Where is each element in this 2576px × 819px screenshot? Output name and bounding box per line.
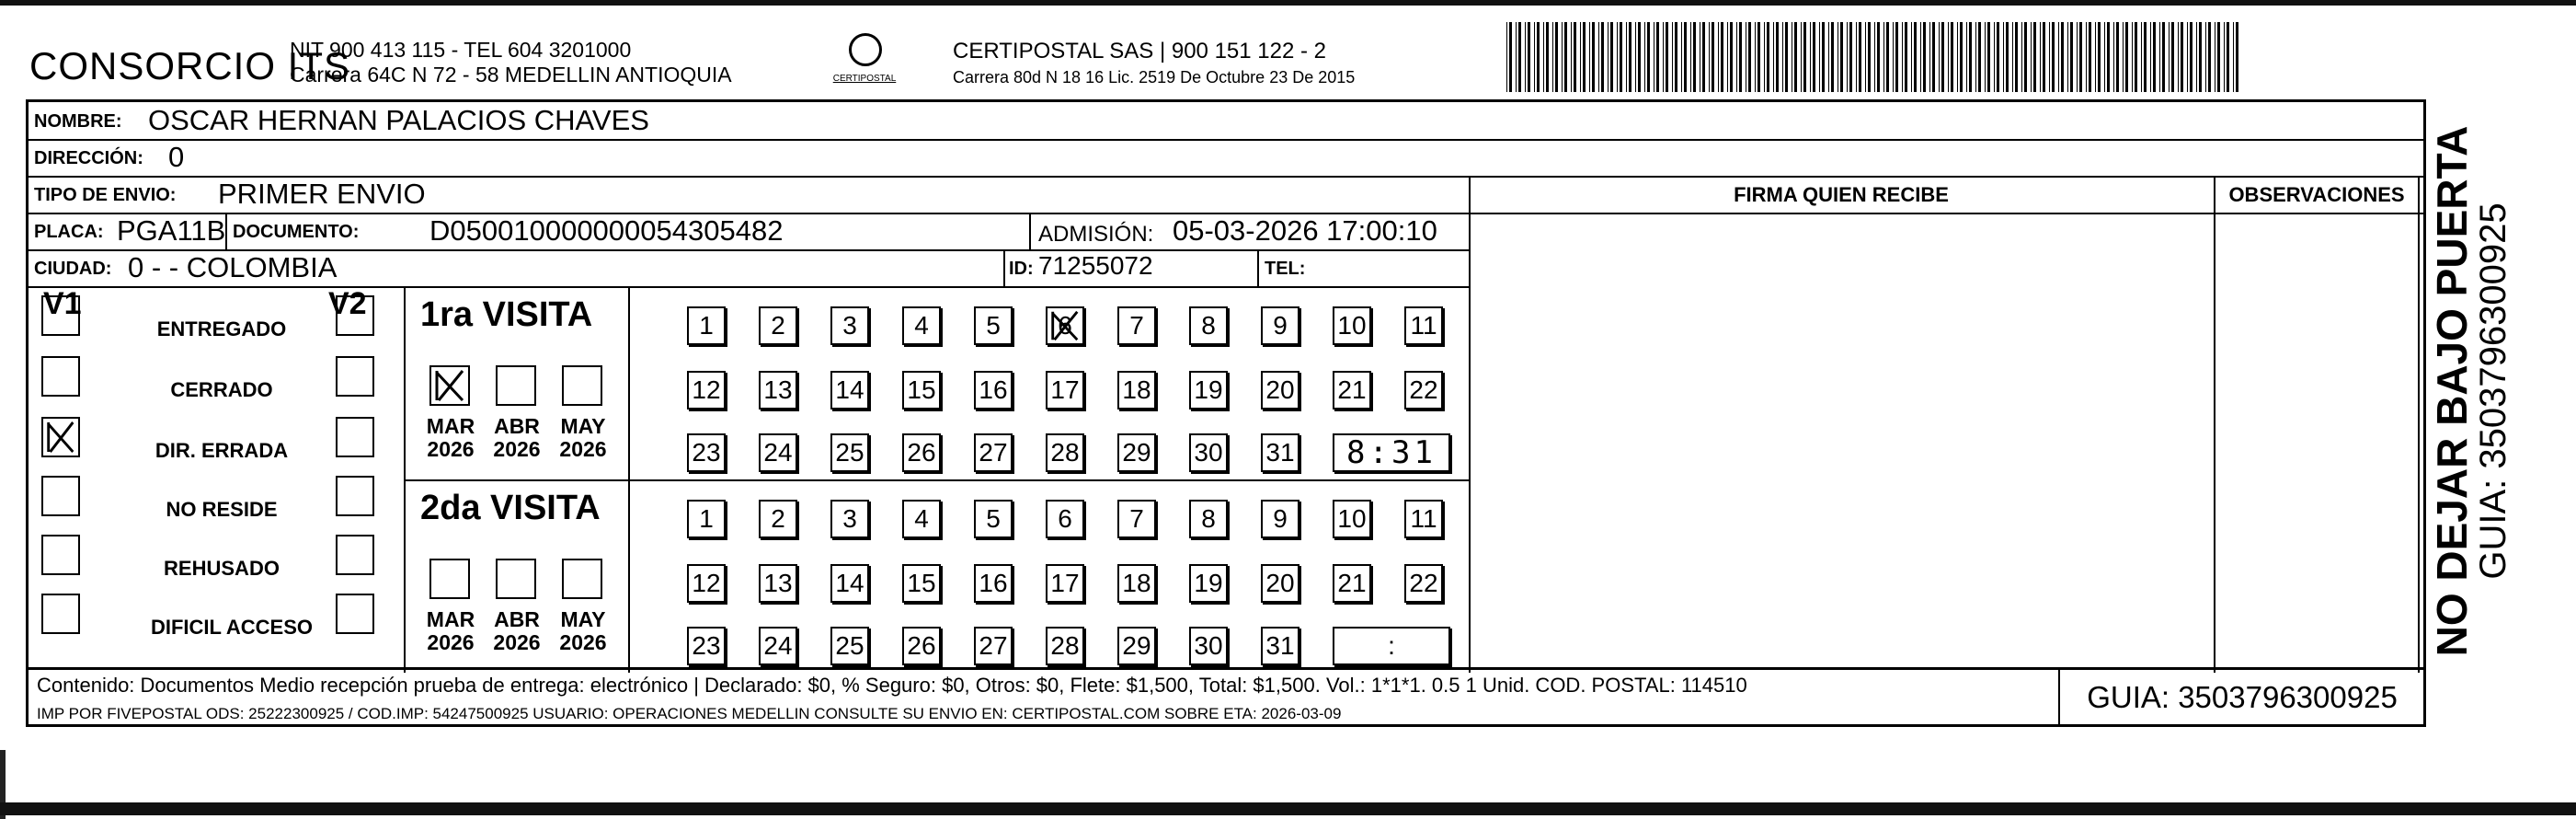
day-box-25[interactable]: [830, 627, 869, 665]
day-box-11[interactable]: [1404, 306, 1443, 345]
day-number: 12: [692, 375, 721, 404]
day-number: 2: [771, 311, 785, 340]
v2-checkbox-4[interactable]: [336, 476, 374, 516]
v2-checkbox-3[interactable]: [336, 417, 374, 457]
day-box-26[interactable]: [902, 627, 941, 665]
tipo-envio-value: PRIMER ENVIO: [218, 178, 426, 210]
month-checkbox-abr[interactable]: [496, 559, 536, 599]
v1-header: V1: [43, 286, 82, 321]
admision-label: ADMISIÓN:: [1038, 222, 1154, 247]
direccion-label: DIRECCIÓN:: [34, 148, 143, 168]
day-number: 8: [1201, 504, 1216, 533]
status-label: ENTREGADO: [156, 317, 287, 340]
status-label: DIFICIL ACCESO: [150, 616, 313, 639]
certipostal-logo: [832, 33, 897, 101]
shipping-form: [26, 99, 2426, 670]
day-box-14[interactable]: [830, 371, 869, 410]
month-year: 2026: [427, 437, 475, 461]
day-number: 16: [979, 569, 1008, 597]
footer-print-info: IMP POR FIVEPOSTAL ODS: 25222300925 / COD.IMP: 54247500925 USUARIO: OPERACIONES MEDELLIN CONSULTE SU ENVIO EN: CERTIPOSTAL.COM SOBRE ETA: 2026-03-09: [37, 705, 1342, 722]
day-box-30[interactable]: [1189, 433, 1228, 472]
day-number: 9: [1273, 311, 1288, 340]
day-box-21[interactable]: [1333, 564, 1371, 603]
day-box-23[interactable]: [687, 433, 726, 472]
month-name: MAY: [560, 607, 606, 631]
day-number: 22: [1409, 375, 1438, 404]
day-box-28[interactable]: [1046, 433, 1084, 472]
day-number: 13: [763, 375, 793, 404]
day-box-9[interactable]: [1261, 306, 1299, 345]
day-box-15[interactable]: [902, 564, 941, 603]
day-box-25[interactable]: [830, 433, 869, 472]
v2-checkbox-1[interactable]: [336, 295, 374, 336]
day-number: 22: [1409, 569, 1438, 597]
day-number: 28: [1050, 438, 1080, 467]
placa-value: PGA11B: [117, 214, 226, 247]
day-number: 24: [763, 438, 793, 467]
documento-value: D050010000000054305482: [429, 214, 784, 247]
tel-label: TEL:: [1265, 259, 1306, 279]
day-number: 11: [1410, 311, 1437, 340]
month-label: [551, 608, 615, 654]
day-box-22[interactable]: [1404, 564, 1443, 603]
day-box-17[interactable]: [1046, 564, 1084, 603]
day-number: 4: [914, 504, 929, 533]
month-checkbox-mar[interactable]: [429, 559, 470, 599]
day-number: 8: [1201, 311, 1216, 340]
documento-label: DOCUMENTO:: [233, 222, 360, 242]
day-number: 14: [835, 569, 864, 597]
carrier-address: Carrera 80d N 18 16 Lic. 2519 De Octubre 23 De 2015: [953, 68, 1356, 87]
v1-checkbox-2[interactable]: [41, 356, 80, 397]
day-number: 29: [1122, 631, 1151, 660]
day-number: 11: [1410, 504, 1437, 533]
v1-checkbox-3[interactable]: [41, 417, 80, 457]
day-number: 28: [1050, 631, 1080, 660]
month-year: 2026: [559, 437, 607, 461]
day-box-1[interactable]: [687, 500, 726, 538]
v2-header: V2: [328, 286, 367, 321]
day-number: 30: [1194, 631, 1223, 660]
day-number: 21: [1337, 375, 1367, 404]
observaciones-header: OBSERVACIONES: [2228, 183, 2405, 206]
month-year: 2026: [493, 630, 541, 654]
day-box-18[interactable]: [1117, 371, 1156, 410]
day-number: 5: [986, 311, 1001, 340]
month-name: ABR: [494, 607, 540, 631]
day-number: 19: [1194, 375, 1223, 404]
month-label: [485, 608, 549, 654]
day-box-5[interactable]: [974, 500, 1013, 538]
logo-emblem-icon: [849, 33, 882, 66]
direccion-value: 0: [168, 141, 185, 173]
month-checkbox-abr[interactable]: [496, 365, 536, 406]
day-box-3[interactable]: [830, 500, 869, 538]
month-label: [485, 415, 549, 461]
day-number: 5: [986, 504, 1001, 533]
month-label: [418, 415, 483, 461]
day-number: 26: [907, 631, 936, 660]
day-box-6[interactable]: [1046, 500, 1084, 538]
visit-time: 8:31: [1346, 434, 1437, 471]
day-number: 24: [763, 631, 793, 660]
day-number: 23: [692, 631, 721, 660]
day-box-26[interactable]: [902, 433, 941, 472]
v2-checkbox-6[interactable]: [336, 594, 374, 634]
day-number: 1: [699, 504, 714, 533]
v1-checkbox-5[interactable]: [41, 535, 80, 575]
id-value: 71255072: [1038, 251, 1153, 280]
day-box-9[interactable]: [1261, 500, 1299, 538]
status-label: DIR. ERRADA: [155, 439, 289, 462]
day-number: 15: [907, 569, 936, 597]
day-box-27[interactable]: [974, 433, 1013, 472]
visit-time-box[interactable]: [1333, 433, 1450, 472]
placa-label: PLACA:: [34, 222, 104, 242]
day-box-12[interactable]: [687, 564, 726, 603]
day-number: 16: [979, 375, 1008, 404]
day-box-29[interactable]: [1117, 433, 1156, 472]
day-box-24[interactable]: [759, 433, 797, 472]
ciudad-label: CIUDAD:: [34, 259, 112, 279]
day-number: 15: [907, 375, 936, 404]
admision-value: 05-03-2026 17:00:10: [1173, 214, 1437, 247]
day-box-1[interactable]: [687, 306, 726, 345]
day-number: 31: [1265, 438, 1295, 467]
day-number: 20: [1265, 375, 1295, 404]
day-number: 29: [1122, 438, 1151, 467]
id-label: ID:: [1009, 259, 1034, 279]
visit-time-box[interactable]: [1333, 627, 1450, 665]
day-number: 26: [907, 438, 936, 467]
day-box-23[interactable]: [687, 627, 726, 665]
day-number: 10: [1337, 504, 1367, 533]
day-number: 25: [835, 631, 864, 660]
day-number: 17: [1050, 375, 1080, 404]
day-box-29[interactable]: [1117, 627, 1156, 665]
barcode-image: [1506, 22, 2242, 92]
visit-time: :: [1388, 631, 1395, 660]
v2-checkbox-2[interactable]: [336, 356, 374, 397]
day-box-19[interactable]: [1189, 564, 1228, 603]
day-box-10[interactable]: [1333, 306, 1371, 345]
guia-number-box: GUIA: 3503796300925: [2058, 668, 2426, 727]
day-box-22[interactable]: [1404, 371, 1443, 410]
day-number: 3: [842, 504, 857, 533]
month-year: 2026: [493, 437, 541, 461]
day-box-11[interactable]: [1404, 500, 1443, 538]
month-label: [418, 608, 483, 654]
v2-checkbox-5[interactable]: [336, 535, 374, 575]
day-box-6[interactable]: [1046, 306, 1084, 345]
day-box-16[interactable]: [974, 371, 1013, 410]
month-name: MAR: [426, 607, 475, 631]
month-name: MAY: [560, 414, 606, 438]
day-box-5[interactable]: [974, 306, 1013, 345]
day-box-31[interactable]: [1261, 433, 1299, 472]
day-number: 12: [692, 569, 721, 597]
v1-checkbox-6[interactable]: [41, 594, 80, 634]
company-address: Carrera 64C N 72 - 58 MEDELLIN ANTIOQUIA: [290, 63, 732, 87]
day-number: 19: [1194, 569, 1223, 597]
month-year: 2026: [427, 630, 475, 654]
day-number: 6: [1058, 504, 1072, 533]
nombre-value: OSCAR HERNAN PALACIOS CHAVES: [148, 104, 649, 136]
day-box-8[interactable]: [1189, 306, 1228, 345]
month-checkbox-mar[interactable]: [429, 365, 470, 406]
v1-checkbox-1[interactable]: [41, 295, 80, 336]
day-number: 27: [979, 631, 1008, 660]
day-box-20[interactable]: [1261, 564, 1299, 603]
nombre-label: NOMBRE:: [34, 111, 122, 132]
day-number: 9: [1273, 504, 1288, 533]
day-number: 13: [763, 569, 793, 597]
visit-title-1: 1ra VISITA: [420, 295, 593, 334]
day-number: 20: [1265, 569, 1295, 597]
day-box-28[interactable]: [1046, 627, 1084, 665]
day-box-4[interactable]: [902, 306, 941, 345]
day-number: 25: [835, 438, 864, 467]
company-nit-tel: NIT 900 413 115 - TEL 604 3201000: [290, 38, 632, 62]
day-box-8[interactable]: [1189, 500, 1228, 538]
day-number: 14: [835, 375, 864, 404]
side-guia-text: GUIA: 3503796300925: [2473, 202, 2513, 580]
day-number: 3: [842, 311, 857, 340]
day-number: 7: [1129, 311, 1144, 340]
tipo-envio-label: TIPO DE ENVIO:: [34, 185, 177, 205]
day-box-14[interactable]: [830, 564, 869, 603]
day-box-16[interactable]: [974, 564, 1013, 603]
day-box-3[interactable]: [830, 306, 869, 345]
day-box-19[interactable]: [1189, 371, 1228, 410]
day-box-13[interactable]: [759, 371, 797, 410]
day-number: 6: [1058, 311, 1072, 340]
day-box-4[interactable]: [902, 500, 941, 538]
day-box-10[interactable]: [1333, 500, 1371, 538]
day-box-30[interactable]: [1189, 627, 1228, 665]
month-year: 2026: [559, 630, 607, 654]
footer-contents: Contenido: Documentos Medio recepción prueba de entrega: electrónico | Declarado: $0, % Seguro: $0, Otros: $0, Flete: $1,500, Total: $1,500. Vol.: 1*1*1. 0.5 1 Unid. COD. POSTAL: 114510: [37, 674, 1747, 697]
carrier-name: CERTIPOSTAL SAS | 900 151 122 - 2: [953, 39, 1326, 63]
day-number: 30: [1194, 438, 1223, 467]
day-number: 2: [771, 504, 785, 533]
day-number: 1: [699, 311, 714, 340]
day-number: 7: [1129, 504, 1144, 533]
day-box-17[interactable]: [1046, 371, 1084, 410]
day-number: 21: [1337, 569, 1367, 597]
day-box-31[interactable]: [1261, 627, 1299, 665]
visit-title-2: 2da VISITA: [420, 489, 601, 527]
month-checkbox-may[interactable]: [562, 365, 602, 406]
day-number: 31: [1265, 631, 1295, 660]
day-box-2[interactable]: [759, 500, 797, 538]
month-name: MAR: [426, 414, 475, 438]
side-warning: [2428, 0, 2513, 805]
month-checkbox-may[interactable]: [562, 559, 602, 599]
day-box-2[interactable]: [759, 306, 797, 345]
day-box-7[interactable]: [1117, 500, 1156, 538]
day-box-15[interactable]: [902, 371, 941, 410]
day-box-18[interactable]: [1117, 564, 1156, 603]
status-label: REHUSADO: [164, 557, 280, 580]
day-box-21[interactable]: [1333, 371, 1371, 410]
v1-checkbox-4[interactable]: [41, 476, 80, 516]
bottom-edge-line: [0, 802, 2576, 815]
status-label: NO RESIDE: [166, 498, 278, 521]
firma-header: FIRMA QUIEN RECIBE: [1734, 183, 1949, 206]
no-dejar-bajo-puerta-text: NO DEJAR BAJO PUERTA: [2428, 125, 2476, 657]
day-number: 18: [1122, 375, 1151, 404]
day-box-7[interactable]: [1117, 306, 1156, 345]
status-label: CERRADO: [170, 378, 273, 401]
day-number: 17: [1050, 569, 1080, 597]
day-number: 4: [914, 311, 929, 340]
month-name: ABR: [494, 414, 540, 438]
logo-text: CERTIPOSTAL: [832, 74, 897, 84]
day-box-20[interactable]: [1261, 371, 1299, 410]
day-box-27[interactable]: [974, 627, 1013, 665]
day-box-13[interactable]: [759, 564, 797, 603]
day-box-12[interactable]: [687, 371, 726, 410]
day-box-24[interactable]: [759, 627, 797, 665]
month-label: [551, 415, 615, 461]
company-name: CONSORCIO ITS: [29, 44, 351, 87]
day-number: 18: [1122, 569, 1151, 597]
day-number: 27: [979, 438, 1008, 467]
day-number: 10: [1337, 311, 1367, 340]
day-number: 23: [692, 438, 721, 467]
ciudad-value: 0 - - COLOMBIA: [128, 251, 338, 283]
